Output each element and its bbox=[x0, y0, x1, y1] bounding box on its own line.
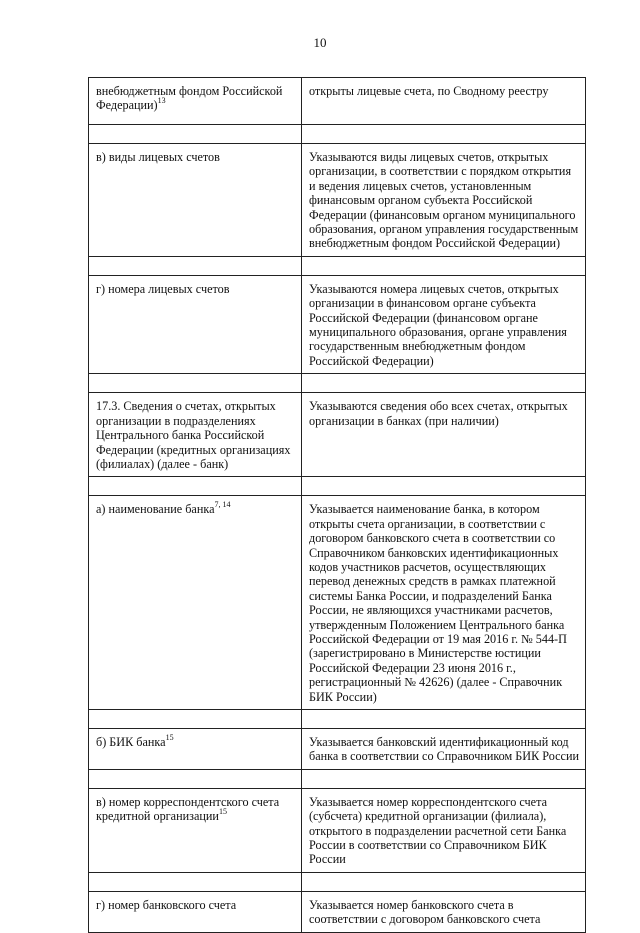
row-label: а) наименование банка$^{7, 14}$ bbox=[89, 496, 302, 710]
footnote-ref: 15 bbox=[218, 807, 227, 817]
requirements-table bbox=[88, 77, 586, 933]
row-description: Указываются виды лицевых счетов, открытых организации, в соответствии с порядком открытия и ведения лицевых счетов, установленным финансовым органом субъекта Российской Федерации (финансовым органом муниципального образования, органом управления государственным внебюджетным фондом Российской Федерации) bbox=[302, 144, 586, 257]
table-row bbox=[89, 496, 586, 710]
row-description: Указывается номер корреспондентского счета (субсчета) кредитной организации (филиала), открытого в подразделении расчетной сети Банка России в соответствии со Справочником БИК России bbox=[302, 788, 586, 872]
table-row bbox=[89, 891, 586, 932]
footnote-ref: 15 bbox=[165, 732, 174, 742]
row-description: Указываются номера лицевых счетов, открытых организации в финансовом органе субъекта Российской Федерации (финансовом органе муниципального образования, органе управления государственным внебюджетным фондом Российской Федерации) bbox=[302, 275, 586, 373]
row-label: г) номера лицевых счетов bbox=[89, 275, 302, 373]
page-number: 10 bbox=[313, 35, 327, 50]
row-description: Указывается номер банковского счета в соответствии с договором банковского счета bbox=[302, 891, 586, 932]
table-row bbox=[89, 275, 586, 373]
row-label: внебюджетным фондом Российской Федерации)$^{13}$ bbox=[89, 78, 302, 125]
table-row bbox=[89, 144, 586, 257]
table-row bbox=[89, 78, 586, 125]
row-label: г) номер банковского счета bbox=[89, 891, 302, 932]
table-row bbox=[89, 393, 586, 477]
row-description: Указывается наименование банка, в котором открыты счета организации, в соответствии с договором банковского счета в соответствии со Справочником банковских идентификационных кодов участников расчетов, осуществляющих перевод денежных средств в рамках платежной системы Банка России, и подразделений Банка России, не являющихся участниками расчетов, утвержденным Положением Центрального банка Российской Федерации от 19 мая 2016 г. № 544-П (зарегистрировано в Министерстве юстиции Российской Федерации 23 июня 2016 г., регистрационный № 42626) (далее - Справочник БИК России) bbox=[302, 496, 586, 710]
table-row bbox=[89, 729, 586, 770]
footnote-ref: 13 bbox=[157, 96, 166, 106]
footnote-ref: 7, 14 bbox=[214, 500, 231, 510]
table-row bbox=[89, 788, 586, 872]
row-description: Указываются сведения обо всех счетах, открытых организации в банках (при наличии) bbox=[302, 393, 586, 477]
row-label: в) номер корреспондентского счета кредитной организации$^{15}$ bbox=[89, 788, 302, 872]
row-description: Указывается банковский идентификационный код банка в соответствии со Справочником БИК России bbox=[302, 729, 586, 770]
row-label: 17.3. Сведения о счетах, открытых организации в подразделениях Центрального банка Российской Федерации (кредитных организациях (филиалах) (далее - банк) bbox=[89, 393, 302, 477]
row-label: б) БИК банка$^{15}$ bbox=[89, 729, 302, 770]
row-description: открыты лицевые счета, по Сводному реестру bbox=[302, 78, 586, 125]
row-label: в) виды лицевых счетов bbox=[89, 144, 302, 257]
